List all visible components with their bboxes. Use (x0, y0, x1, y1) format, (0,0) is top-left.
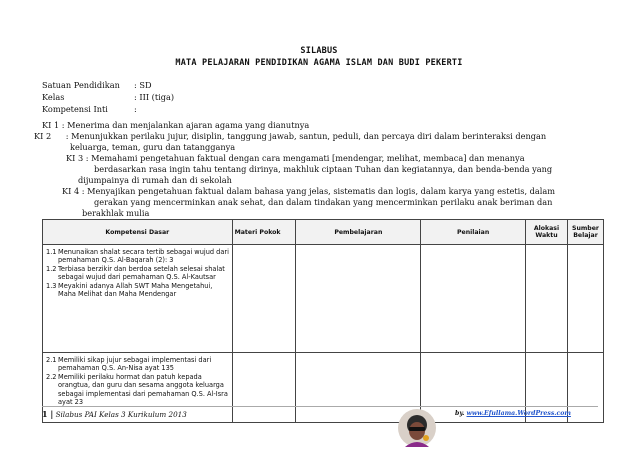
page-number: 1 | (42, 409, 54, 419)
table-row (43, 245, 604, 353)
ki-code: KI 4 : (62, 186, 85, 196)
kd-text: Memiliki perilaku hormat dan patuh kepada orangtua, dan guru dan sesama anggota keluarga sebagai implementasi dari pemahaman Q.S. Al-Isra ayat 23 (58, 372, 228, 407)
kd-item (46, 356, 230, 373)
table-header-row (43, 220, 604, 245)
info-row-kompetensi (42, 104, 137, 114)
materi-pokok-cell (232, 245, 296, 353)
kd-text: Meyakini adanya Allah SWT Maha Mengetahui, Maha Melihat dan Maha Mendengar (58, 281, 213, 299)
kd-item (46, 265, 230, 282)
info-row-kelas (42, 92, 174, 102)
ki-code: KI 2 (34, 131, 52, 141)
header-alokasi-waktu: Alokasi Waktu (526, 220, 568, 245)
kd-item (46, 248, 230, 265)
header-kompetensi-dasar: Kompetensi Dasar (43, 220, 233, 245)
ki-3-continuation-2: dijumpainya di rumah dan di sekolah (78, 175, 232, 185)
header-materi-pokok: Materi Pokok (232, 220, 296, 245)
ki-4 (62, 186, 555, 197)
footer-document-name: Silabus PAI Kelas 3 Kurikulum 2013 (55, 410, 187, 419)
ki-code: KI 3 : (66, 153, 89, 163)
kd-text: Terbiasa berzikir dan berdoa setelah selesai shalat sebagai wujud dari pemahaman Q.S. Al-Kautsar (58, 264, 225, 282)
info-label: Satuan Pendidikan (42, 80, 120, 90)
ki-text: Menyajikan pengetahuan faktual dalam bahasa yang jelas, sistematis dan logis, dalam karya yang estetis, dalam (87, 186, 556, 196)
ki-code: KI 1 : (42, 120, 65, 130)
ki-text: : Menunjukkan perilaku jujur, disiplin, tanggung jawab, santun, peduli, dan percaya diri dalam berinteraksi dengan (65, 131, 547, 141)
kd-text: Memiliki sikap jujur sebagai implementasi dari pemahaman Q.S. An-Nisa ayat 135 (58, 356, 212, 373)
info-value: : SD (134, 80, 152, 90)
kd-number: 1.3 (46, 281, 57, 290)
kompetensi-dasar-cell (43, 245, 233, 353)
sumber-belajar-cell (567, 353, 603, 423)
footer-by: by. (455, 410, 465, 417)
info-value: : (134, 104, 137, 114)
ki-2 (34, 131, 546, 142)
document-title: SILABUS (300, 46, 338, 56)
ki-4-continuation-2: berakhlak mulia (82, 208, 150, 218)
header-pembelajaran: Pembelajaran (296, 220, 421, 245)
document-subtitle: MATA PELAJARAN PENDIDIKAN AGAMA ISLAM DAN BUDI PEKERTI (175, 58, 463, 68)
sumber-belajar-cell (567, 245, 603, 353)
info-label: Kelas (42, 92, 65, 102)
footer-divider (42, 406, 598, 407)
alokasi-waktu-cell (526, 245, 568, 353)
ki-text: Memahami pengetahuan faktual dengan cara mengamati [mendengar, melihat, membaca] dan menanya (91, 153, 525, 163)
kd-number: 1.2 (46, 264, 57, 273)
footer-left (42, 409, 187, 419)
ki-text: Menerima dan menjalankan ajaran agama yang dianutnya (67, 120, 310, 130)
info-label: Kompetensi Inti (42, 104, 108, 114)
pembelajaran-cell (296, 245, 421, 353)
materi-pokok-cell (232, 353, 296, 423)
kd-item (46, 282, 230, 299)
ki-4-continuation: gerakan yang mencerminkan anak sehat, dan dalam tindakan yang mencerminkan perilaku anak beriman dan (94, 197, 553, 207)
kd-item (46, 373, 230, 407)
ki-2-continuation: keluarga, teman, guru dan tatangganya (70, 142, 236, 152)
footer-url-link[interactable]: www.Efullama.WordPress.com (466, 410, 571, 417)
author-avatar (396, 407, 438, 449)
header-sumber-belajar: Sumber Belajar (567, 220, 603, 245)
kd-text: Menunaikan shalat secara tertib sebagai wujud dari pemahaman Q.S. Al-Baqarah (2): 3 (58, 248, 229, 265)
kd-number: 2.2 (46, 372, 57, 381)
footer-right (455, 410, 571, 417)
info-row-satuan (42, 80, 152, 90)
syllabus-table (42, 219, 604, 423)
ki-1 (42, 120, 309, 131)
ki-3 (66, 153, 525, 164)
penilaian-cell (421, 245, 526, 353)
kd-number: 1.1 (46, 248, 57, 256)
header-penilaian: Penilaian (421, 220, 526, 245)
ki-3-continuation: berdasarkan rasa ingin tahu tentang dirinya, makhluk ciptaan Tuhan dan kegiatannya, dan benda-benda yang (94, 164, 553, 174)
info-value: : III (tiga) (134, 92, 175, 102)
kd-number: 2.1 (46, 356, 57, 364)
